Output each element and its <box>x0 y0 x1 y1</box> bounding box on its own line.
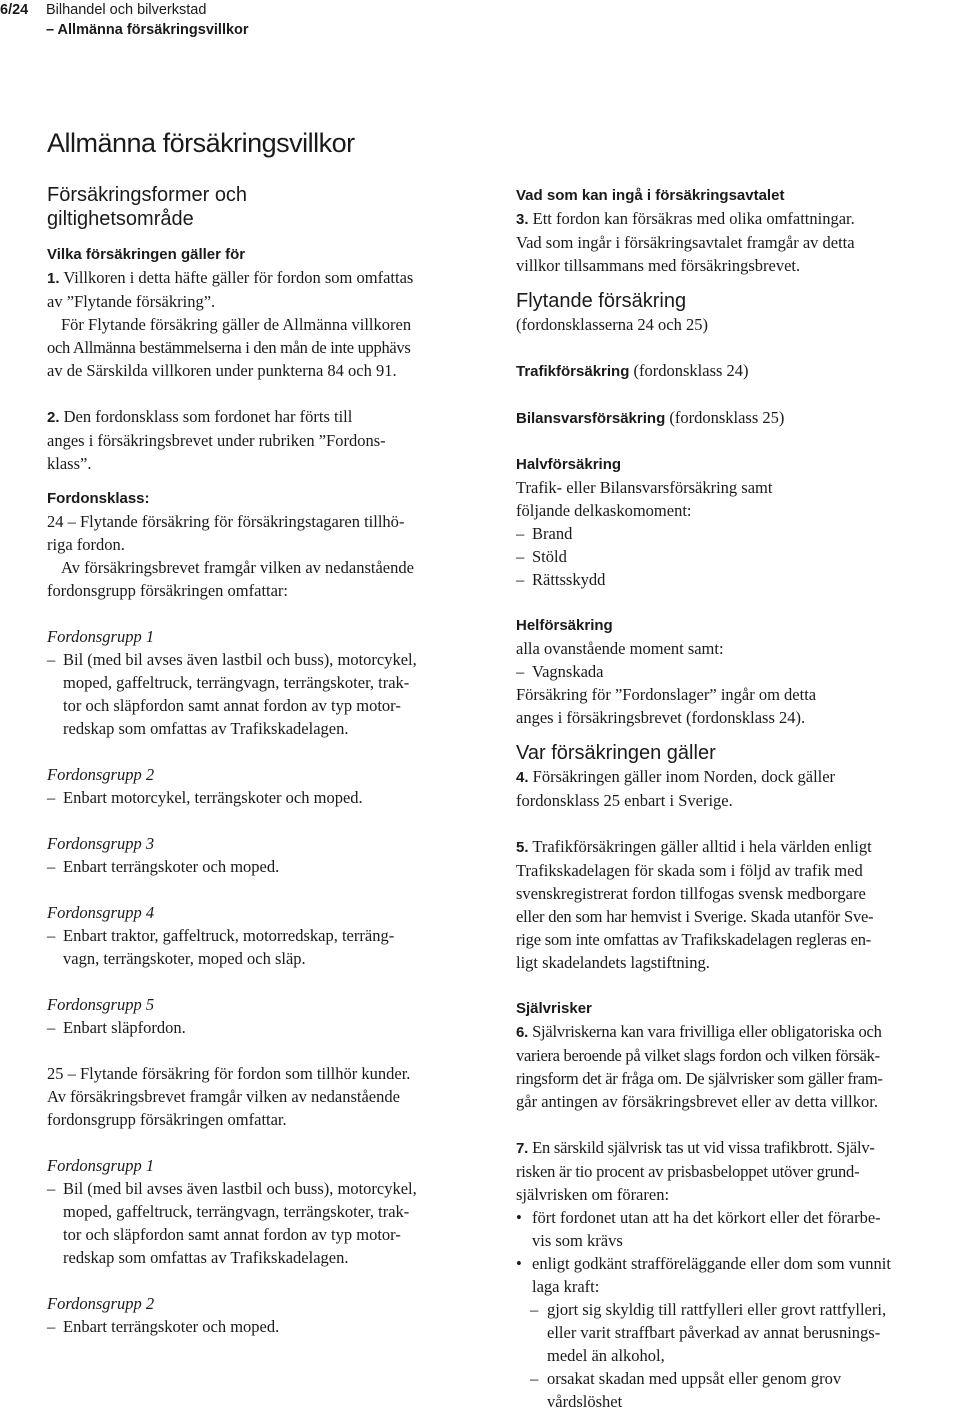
text-line: och Allmänna bestämmelserna i den mån de inte upphävs <box>47 338 411 357</box>
page-title: Allmänna försäkringsvillkor <box>47 128 355 158</box>
paragraph-fk25 <box>47 1062 497 1131</box>
text-line: variera beroende på vilket slags fordon och vilken försäk- <box>516 1046 880 1065</box>
left-column <box>47 183 497 1338</box>
list-item: – Vagnskada <box>516 660 956 683</box>
text-line: svenskregistrerat fordon tillfogas svensk medborgare <box>516 884 866 903</box>
heading-forsakringsformer <box>47 183 497 231</box>
text-line: av ”Flytande försäkring”. <box>47 292 216 311</box>
fordonsgrupp-4 <box>47 901 497 970</box>
text-line: laga kraft: <box>532 1277 600 1296</box>
text-line: • fört fordonet utan att ha det körkort eller det förarbe- <box>532 1208 881 1227</box>
list-item: – Brand <box>516 522 956 545</box>
text-line: av de Särskilda villkoren under punkterna 84 och 91. <box>47 361 397 380</box>
text-line: Av försäkringsbrevet framgår vilken av nedanstående <box>61 558 414 577</box>
group-title: Fordonsgrupp 4 <box>47 903 155 922</box>
text-line: alla ovanstående moment samt: <box>516 639 724 658</box>
list-item: – Enbart släpfordon. <box>47 1016 497 1039</box>
heading-line: giltighetsområde <box>47 208 194 230</box>
text-line: vis som krävs <box>532 1231 623 1250</box>
group-title: Fordonsgrupp 2 <box>47 765 155 784</box>
text-line: eller varit straffbart påverkad av annat berusnings- <box>547 1323 881 1342</box>
text-line: Den fordonsklass som fordonet har förts till <box>63 407 353 426</box>
text-line: För Flytande försäkring gäller de Allmänna villkoren <box>61 315 412 334</box>
text-line: moped, gaffeltruck, terrängvagn, terrängskoter, trak- <box>63 1202 410 1221</box>
text-line: anges i försäkringsbrevet (fordonsklass 24). <box>516 708 806 727</box>
text-line: tor och släpfordon samt annat fordon av typ motor- <box>63 696 401 715</box>
helforsakring <box>516 614 956 729</box>
bullet-item <box>516 1252 956 1298</box>
text-line: Trafikförsäkringen gäller alltid i hela världen enligt <box>532 837 872 856</box>
paragraph-7 <box>516 1136 956 1413</box>
text-line: redskap som omfattas av Trafikskadelagen. <box>63 719 349 738</box>
text-line: Trafikskadelagen för skada som i följd av trafik med <box>516 861 863 880</box>
text-line: villkor tillsammans med försäkringsbrevet. <box>516 256 801 275</box>
fordonsgrupp-2 <box>47 763 497 809</box>
group-title: Fordonsgrupp 5 <box>47 995 155 1014</box>
text-line: – gjort sig skyldig till rattfylleri eller grovt rattfylleri, <box>547 1300 887 1319</box>
text-line: anges i försäkringsbrevet under rubriken ”Fordons- <box>47 431 386 450</box>
clause-number: 5. <box>516 839 529 856</box>
clause-number: 6. <box>516 1024 529 1041</box>
text-line: • enligt godkänt strafföreläggande eller dom som vunnit <box>532 1254 891 1273</box>
group-title: Fordonsgrupp 1 <box>47 1156 155 1175</box>
bullet-item <box>516 1206 956 1252</box>
fordonsgrupp-5 <box>47 993 497 1039</box>
paragraph-2 <box>47 405 497 475</box>
text-line: (fordonsklass 25) <box>665 408 785 427</box>
paragraph-3 <box>516 207 956 277</box>
list-item: – Enbart terrängskoter och moped. <box>47 1315 497 1338</box>
text-line: En särskild självrisk tas ut vid vissa trafikbrott. Själv- <box>532 1138 875 1157</box>
text-line: fordonsgrupp försäkringen omfattar: <box>47 581 289 600</box>
right-column <box>516 184 956 1413</box>
fordonsgrupp-3 <box>47 832 497 878</box>
text-line: ringsform det är fråga om. De självrisker som gäller fram- <box>516 1069 883 1088</box>
subsection-name: – Allmänna försäkringsvillkor <box>46 22 249 38</box>
text-line: Självriskerna kan vara frivilliga eller obligatoriska och <box>532 1022 882 1041</box>
heading-flytande: Flytande försäkring <box>516 290 687 312</box>
text-line: (fordonsklass 24) <box>629 361 749 380</box>
text-line: Försäkring för ”Fordonslager” ingår om detta <box>516 685 817 704</box>
text-line: fordonsklass 25 enbart i Sverige. <box>516 791 733 810</box>
text-line: 24 – Flytande försäkring för försäkringstagaren tillhö- <box>47 512 405 531</box>
paragraph-4 <box>516 765 956 812</box>
text-line: Vad som ingår i försäkringsavtalet framgår av detta <box>516 233 855 252</box>
text-line: vagn, terrängskoter, moped och släp. <box>63 949 306 968</box>
trafik-line <box>516 359 956 383</box>
text-line: riga fordon. <box>47 535 125 554</box>
list-item: – Enbart traktor, gaffeltruck, motorredskap, terräng- <box>47 924 497 947</box>
clause-number: 4. <box>516 769 529 786</box>
clause-number: 2. <box>47 409 60 426</box>
list-item: – Enbart motorcykel, terrängskoter och moped. <box>47 786 497 809</box>
text-line: klass”. <box>47 454 92 473</box>
heading-var-forsakringen: Var försäkringen gäller <box>516 742 716 764</box>
hel-label: Helförsäkring <box>516 617 613 634</box>
trafik-label: Trafikförsäkring <box>516 363 630 380</box>
sub-list-item <box>516 1298 956 1367</box>
text-line: Av försäkringsbrevet framgår vilken av nedanstående <box>47 1087 400 1106</box>
text-line: vårdslöshet <box>547 1392 623 1411</box>
text-line: fordonsgrupp försäkringen omfattar. <box>47 1110 287 1129</box>
text-line: Villkoren i detta häfte gäller för fordon som omfattas <box>63 268 414 287</box>
paragraph-6 <box>516 1020 956 1113</box>
list-item: – Enbart terrängskoter och moped. <box>47 855 497 878</box>
page-number: 6/24 <box>0 2 29 18</box>
text-line: Försäkringen gäller inom Norden, dock gäller <box>532 767 836 786</box>
bilans-line <box>516 406 956 430</box>
text-line: självrisken om föraren: <box>516 1185 670 1204</box>
paragraph-5 <box>516 835 956 974</box>
sub-list-item <box>516 1367 956 1413</box>
text-line: går antingen av försäkringsbrevet eller av detta villkor. <box>516 1092 878 1111</box>
fordonsgrupp-1 <box>47 625 497 740</box>
list-item: – Bil (med bil avses även lastbil och buss), motorcykel, <box>47 648 497 671</box>
kund-fordonsgrupp-2 <box>47 1292 497 1338</box>
list-item: – Rättsskydd <box>516 568 956 591</box>
text-line: följande delkaskomoment: <box>516 501 692 520</box>
halv-label: Halvförsäkring <box>516 456 622 473</box>
text-line: rige som inte omfattas av Trafikskadelagen regleras en- <box>516 930 872 949</box>
list-item: – Stöld <box>516 545 956 568</box>
group-title: Fordonsgrupp 2 <box>47 1294 155 1313</box>
text-line: Trafik- eller Bilansvarsförsäkring samt <box>516 478 773 497</box>
text-line: eller den som har hemvist i Sverige. Skada utanför Sve- <box>516 907 874 926</box>
text-line: medel än alkohol, <box>547 1346 665 1365</box>
text-line: moped, gaffeltruck, terrängvagn, terrängskoter, trak- <box>63 673 410 692</box>
text-line: – orsakat skadan med uppsåt eller genom grov <box>547 1369 842 1388</box>
bilans-label: Bilansvarsförsäkring <box>516 410 666 427</box>
flytande-subtitle: (fordonsklasserna 24 och 25) <box>516 315 708 334</box>
group-title: Fordonsgrupp 3 <box>47 834 155 853</box>
sjalvrisker-label: Självrisker <box>516 1000 592 1017</box>
text-line: ligt skadelandets lagstiftning. <box>516 953 710 972</box>
clause-number: 1. <box>47 270 60 287</box>
section-name: Bilhandel och bilverkstad <box>46 2 207 18</box>
list-item: – Bil (med bil avses även lastbil och buss), motorcykel, <box>47 1177 497 1200</box>
kund-fordonsgrupp-1 <box>47 1154 497 1269</box>
text-line: risken är tio procent av prisbasbeloppet utöver grund- <box>516 1162 860 1181</box>
paragraph-fk24 <box>47 510 497 602</box>
clause-number: 7. <box>516 1140 529 1157</box>
subheading-vilka: Vilka försäkringen gäller för <box>47 246 246 263</box>
paragraph-1 <box>47 266 497 382</box>
group-title: Fordonsgrupp 1 <box>47 627 155 646</box>
text-line: tor och släpfordon samt annat fordon av typ motor- <box>63 1225 401 1244</box>
subheading-fordonsklass: Fordonsklass: <box>47 490 150 507</box>
text-line: 25 – Flytande försäkring för fordon som tillhör kunder. <box>47 1064 411 1083</box>
subheading-vad-som-kan-inga: Vad som kan ingå i försäkringsavtalet <box>516 187 785 204</box>
clause-number: 3. <box>516 211 529 228</box>
text-line: redskap som omfattas av Trafikskadelagen. <box>63 1248 349 1267</box>
halvforsakring <box>516 453 956 591</box>
text-line: Ett fordon kan försäkras med olika omfattningar. <box>532 209 855 228</box>
heading-line: Försäkringsformer och <box>47 184 248 206</box>
